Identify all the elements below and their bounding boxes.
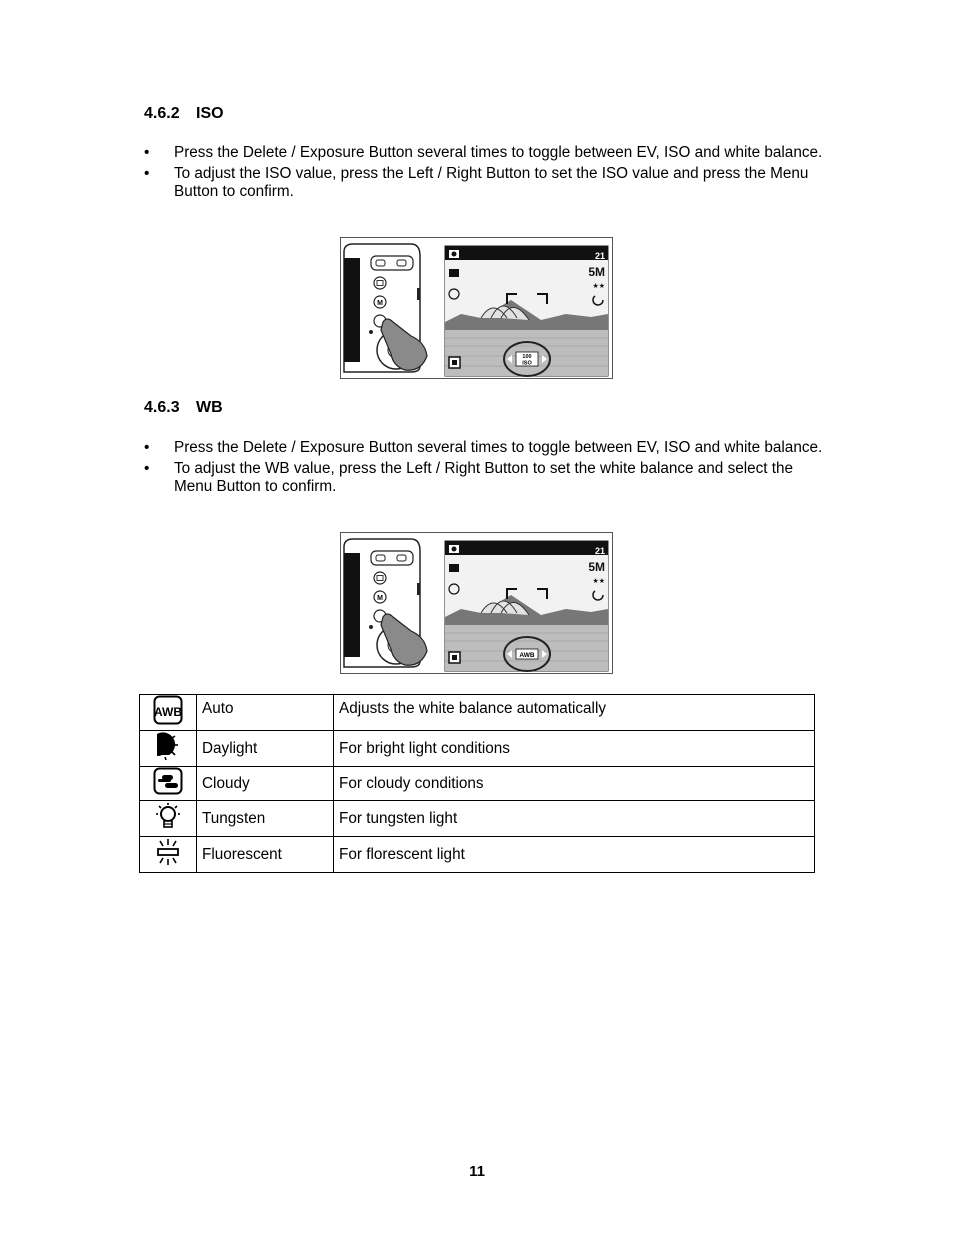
page-number: 11 bbox=[469, 1163, 485, 1180]
list-item: • To adjust the WB value, press the Left / Right Button to set the white balance and select the Menu Button to confirm. bbox=[144, 460, 824, 497]
awb-icon bbox=[153, 695, 183, 725]
white-balance-table bbox=[139, 694, 815, 873]
lcd-image-size: 5M bbox=[588, 265, 605, 279]
table-row bbox=[140, 837, 815, 873]
wb-camera-figure bbox=[340, 532, 613, 674]
table-cell-description: For bright light conditions bbox=[334, 731, 815, 767]
fluorescent-icon bbox=[153, 837, 183, 867]
iso-camera-figure bbox=[340, 237, 613, 379]
table-cell-description: For tungsten light bbox=[334, 801, 815, 837]
lcd-shot-count: 21 bbox=[594, 546, 605, 556]
table-cell-icon bbox=[140, 801, 197, 837]
cloudy-icon bbox=[153, 767, 183, 795]
section-title: ISO bbox=[196, 105, 224, 122]
m-button-label: M bbox=[377, 300, 383, 307]
iso-option-value: 100 bbox=[522, 354, 532, 360]
lcd-quality: ★★ bbox=[592, 282, 605, 290]
table-cell-icon bbox=[140, 731, 197, 767]
table-row bbox=[140, 767, 815, 801]
table-cell-description: For florescent light bbox=[334, 837, 815, 873]
table-row bbox=[140, 695, 815, 731]
iso-option-label: ISO bbox=[522, 360, 532, 367]
table-cell-icon bbox=[140, 837, 197, 873]
table-cell-mode: Daylight bbox=[197, 731, 334, 767]
table-cell-icon bbox=[140, 695, 197, 731]
svg-text:AWB: AWB bbox=[154, 705, 182, 719]
list-item: • Press the Delete / Exposure Button several times to toggle between EV, ISO and white balance. bbox=[144, 144, 824, 163]
table-cell-mode: Tungsten bbox=[197, 801, 334, 837]
table-cell-icon bbox=[140, 767, 197, 801]
wb-instructions bbox=[144, 439, 824, 499]
section-title: WB bbox=[196, 399, 223, 416]
lcd-image-size: 5M bbox=[588, 560, 605, 574]
iso-instructions bbox=[144, 144, 824, 204]
section-number: 4.6.3 bbox=[144, 399, 180, 416]
section-number: 4.6.2 bbox=[144, 105, 180, 122]
daylight-icon bbox=[153, 731, 183, 761]
tungsten-icon bbox=[153, 801, 183, 831]
lcd-quality: ★★ bbox=[592, 577, 605, 585]
camera-illustration bbox=[341, 238, 612, 378]
table-row bbox=[140, 801, 815, 837]
table-cell-mode: Auto bbox=[197, 695, 334, 731]
section-heading-iso bbox=[144, 105, 224, 123]
section-heading-wb bbox=[144, 399, 223, 417]
wb-option-label: AWB bbox=[519, 652, 535, 659]
list-item: • To adjust the ISO value, press the Left / Right Button to set the ISO value and press the Menu Button to confirm. bbox=[144, 165, 824, 202]
list-item: • Press the Delete / Exposure Button several times to toggle between EV, ISO and white balance. bbox=[144, 439, 824, 458]
m-button-label: M bbox=[377, 595, 383, 602]
table-cell-mode: Cloudy bbox=[197, 767, 334, 801]
table-row bbox=[140, 731, 815, 767]
table-cell-description: For cloudy conditions bbox=[334, 767, 815, 801]
lcd-shot-count: 21 bbox=[594, 251, 605, 261]
table-cell-mode: Fluorescent bbox=[197, 837, 334, 873]
table-cell-description: Adjusts the white balance automatically bbox=[334, 695, 815, 731]
camera-illustration bbox=[341, 533, 612, 673]
